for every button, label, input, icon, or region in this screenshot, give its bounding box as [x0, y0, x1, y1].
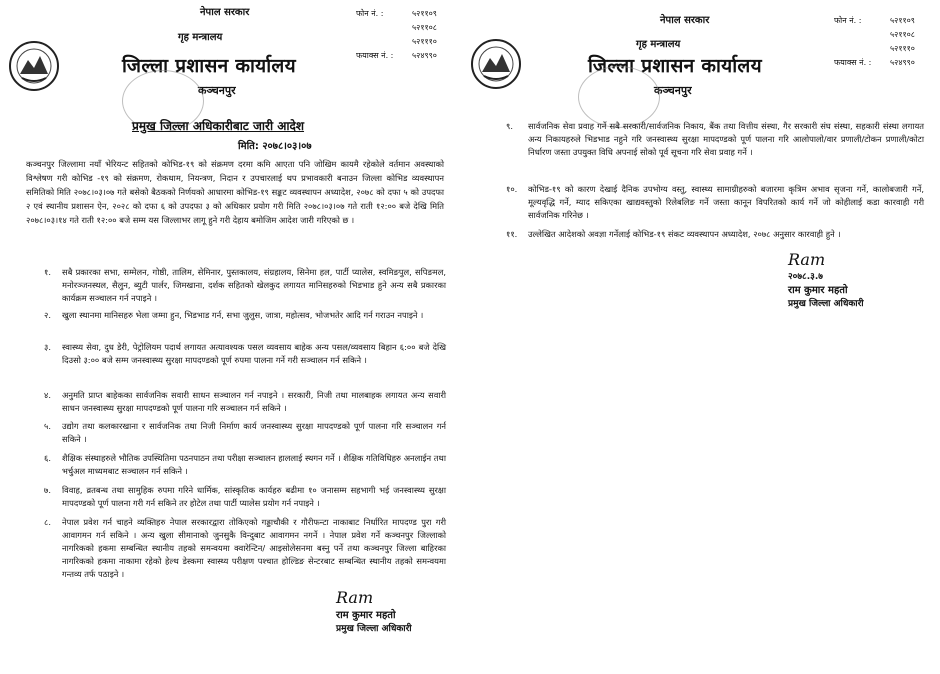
- signature-block: [788, 250, 864, 309]
- list-item: १. सबै प्रकारका सभा, सम्मेलन, गोष्ठी, तालिम, सेमिनार, पुस्तकालय, संग्रहालय, सिनेमा हल, पार्टी प्यालेस, स्वमिङपुल, सपिङमल, मनोरञ्जनस्थल, सैलुन, ब्युटी पार्लर, जिमखाना, दर्शक सहितको खेलकुद लगायत मानिसहरुको भिडभाड हुने अन्य सबै प्रकारका कार्यक्रम सञ्चालन गर्न नपाइने ।: [44, 267, 446, 303]
- phone-block: [356, 7, 437, 63]
- phone-block: [834, 14, 915, 70]
- phone-row: फोन नं. : ५२११०९: [356, 9, 437, 18]
- list-item: ५. उद्योग तथा कलकारखाना र सार्वजनिक तथा निजी निर्माण कार्य जनस्वास्थ्य सुरक्षा मापदण्डको पूर्ण पालना गरि सञ्चालन गर्न सकिने ।: [44, 421, 446, 444]
- nepal-emblem-icon: [8, 40, 60, 92]
- phone-row: फोन नं. : ५२११०९: [834, 16, 915, 25]
- signatory-designation: प्रमुख जिल्ला अधिकारी: [788, 299, 864, 309]
- fax-row: फयाक्स नं. : ५२४९९०: [834, 58, 915, 67]
- ministry-name: गृह मन्त्रालय: [178, 32, 223, 43]
- office-stamp: [578, 66, 660, 128]
- signature-block: [336, 588, 412, 634]
- list-item: ७. विवाह, व्रतबन्ध तथा सामुहिक रुपमा गरिने धार्मिक, सांस्कृतिक कार्यहरु बढीमा १० जनासम्म सहभागी भई जनस्वास्थ्य सुरक्षा मापदण्डको पूर्ण पालना गरी गर्न सकिने तर होटेल तथा पार्टी प्यालेस प्रयोग गर्न नपाइने ।: [44, 485, 446, 508]
- list-item: ६. शैक्षिक संस्थाहरुले भौतिक उपस्थितिमा पठनपाठन तथा परीक्षा सञ्चालन हाललाई स्थगन गर्ने । शैक्षिक गतिविधिहरु अनलाईन तथा भर्चुअल माध्यमबाट सञ्चालन गर्न सकिने ।: [44, 453, 446, 476]
- phone-row: ५२११०८: [412, 23, 437, 32]
- office-name: जिल्ला प्रशासन कार्यालय: [122, 55, 296, 77]
- govt-name: नेपाल सरकार: [200, 7, 250, 18]
- nepal-emblem-icon: [470, 38, 522, 90]
- order-date: मिति: २०७८।०३।०७: [238, 141, 312, 152]
- signatory-name: राम कुमार महतो: [788, 285, 848, 296]
- list-item: २. खुला स्थानमा मानिसहरु भेला जम्मा हुन, भिडभाड गर्न, सभा जुलुस, जात्रा, महोत्सव, भोजभतेर आदि गर्न गराउन नपाइने ।: [44, 310, 424, 320]
- list-item: ९. सार्वजनिक सेवा प्रवाह गर्ने सबै सरकारी/सार्वजनिक निकाय, बैंक तथा वित्तीय संस्था, गैर सरकारी संघ संस्था, सहकारी संस्था लगायत अन्य निकायहरुले भिडभाड नहुने गरि जनस्वास्थ्य सुरक्षा मापदण्डको पूर्ण पालना गरि आलोपालो/वार प्रणाली/टोकन प्रणाली/कोटा निर्धारण जस्ता उपयुक्त विधि अपनाई सोको पूर्व सूचना गरि सेवा प्रवाह गर्ने ।: [506, 121, 924, 157]
- govt-name: नेपाल सरकार: [660, 15, 710, 26]
- office-name: जिल्ला प्रशासन कार्यालय: [588, 55, 762, 77]
- ministry-name: गृह मन्त्रालय: [636, 39, 681, 50]
- list-item: ८. नेपाल प्रवेश गर्न चाहने व्यक्तिहरु नेपाल सरकारद्वारा तोकिएको गड्डाचौकी र गौरीफन्टा नाकाबाट निर्धारित मापदण्ड पुरा गरी आवागमन गर्न सकिने । अन्य खुला सीमानाको जुनसुकै विन्दुबाट आवागमन नगर्ने । नेपाल प्रवेश गर्ने कञ्चनपुर जिल्लाको नागरिकको हकमा सम्बन्धित स्थानीय तहको समन्वयमा क्वारेन्टिन/ आइसोलेसनमा बस्नु पर्ने तथा कञ्चनपुर जिल्ला बाहिरका नागरिकको हकमा नाकामा रहेको हेल्थ डेस्कमा स्वास्थ्य परीक्षण पश्चात होल्डिङ सेन्टरबाट सम्बन्धित स्थानीय तहको समन्वयमा गन्तव्य तर्फ पठाइने ।: [44, 517, 446, 579]
- order-title: प्रमुख जिल्ला अधिकारीबाट जारी आदेश: [132, 119, 305, 133]
- list-item: ४. अनुमति प्राप्त बाहेकका सार्वजनिक सवारी साधन सञ्चालन गर्न नपाइने । सरकारी, निजी तथा मालबाहक लगायत अन्य सवारी साधन जनस्वास्थ्य सुरक्षा मापदण्डको पूर्ण पालना गरि सञ्चालन गर्न सकिने ।: [44, 390, 446, 413]
- signatory-designation: प्रमुख जिल्ला अधिकारी: [336, 624, 412, 634]
- intro-paragraph: कञ्चनपुर जिल्लामा नयाँ भेरियन्ट सहितको कोभिड-१९ को संक्रमण दरमा कमि आएता पनि जोखिम कायमै रहेकोले वर्तमान अवस्थाको विश्लेषण गरी कोभिड -१९ को संक्रमण, रोकथाम, नियन्त्रण, निदान र उपचारलाई थप प्रभावकारी बनाउन जिल्ला कोभिड व्यवस्थापन समितिको मिति २०७८।०३।०७ गते बसेको बैठकको निर्णयको आधारमा कोभिड-१९ सङ्कट व्यवस्थापन अध्यादेश, २०७८ को दफा ५ को उपदफा २ एवं स्थानीय प्रशासन ऐन, २०२८ को दफा ६ को उपदफा ३ को अधिकार प्रयोग गरी मिति २०७८।०३।०७ गते राती १२:०० बजे देखि मिति २०७८।०३।१४ गते राती १२:०० बजे सम्म यस जिल्लाभर लागू हुने गरी देहाय बमोजिम आदेश जारी गरिएको छ ।: [26, 159, 444, 225]
- signature-scrawl: Ram: [336, 588, 374, 607]
- phone-row: ५२१११०: [890, 44, 915, 53]
- phone-row: ५२११०८: [890, 30, 915, 39]
- list-item: ३. स्वास्थ्य सेवा, दुध डेरी, पेट्रोलियम पदार्थ लगायत अत्यावश्यक पसल व्यवसाय बाहेक अन्य पसल/व्यवसाय बिहान ६:०० बजे देखि दिउसो ३:०० बजे सम्म जनस्वास्थ्य सुरक्षा मापदण्डको पूर्ण रुपमा पालना गर्ने गरी सञ्चालन गर्न सकिने ।: [44, 342, 446, 365]
- right-page: [470, 0, 940, 674]
- signature-scrawl: Ram: [788, 250, 826, 269]
- fax-row: फयाक्स नं. : ५२४९९०: [356, 51, 437, 60]
- office-location: कञ्चनपुर: [198, 84, 236, 97]
- list-item: १०. कोभिड-१९ को कारण देखाई दैनिक उपभोग्य वस्तु, स्वास्थ्य सामाग्रीहरुको बजारमा कृत्रिम अभाव सृजना गर्ने, कालोबजारी गर्ने, मूल्यवृद्धि गर्ने, म्याद सकिएका खाद्यवस्तुको रिलेबलिङ गर्ने जस्ता कानून विपरितको कार्य गर्ने जो कोहीलाई कडा कारवाही गरी सार्वजनिक गरिनेछ ।: [506, 184, 924, 220]
- signature-date: २०७८.३.७: [788, 272, 823, 282]
- list-item: ११. उल्लेखित आदेशको अवज्ञा गर्नेलाई कोभिड-१९ संकट व्यवस्थापन अध्यादेश, २०७८ अनुसार कारवाही हुने ।: [506, 229, 841, 239]
- phone-row: ५२१११०: [412, 37, 437, 46]
- office-location: कञ्चनपुर: [654, 84, 692, 97]
- signatory-name: राम कुमार महतो: [336, 610, 396, 621]
